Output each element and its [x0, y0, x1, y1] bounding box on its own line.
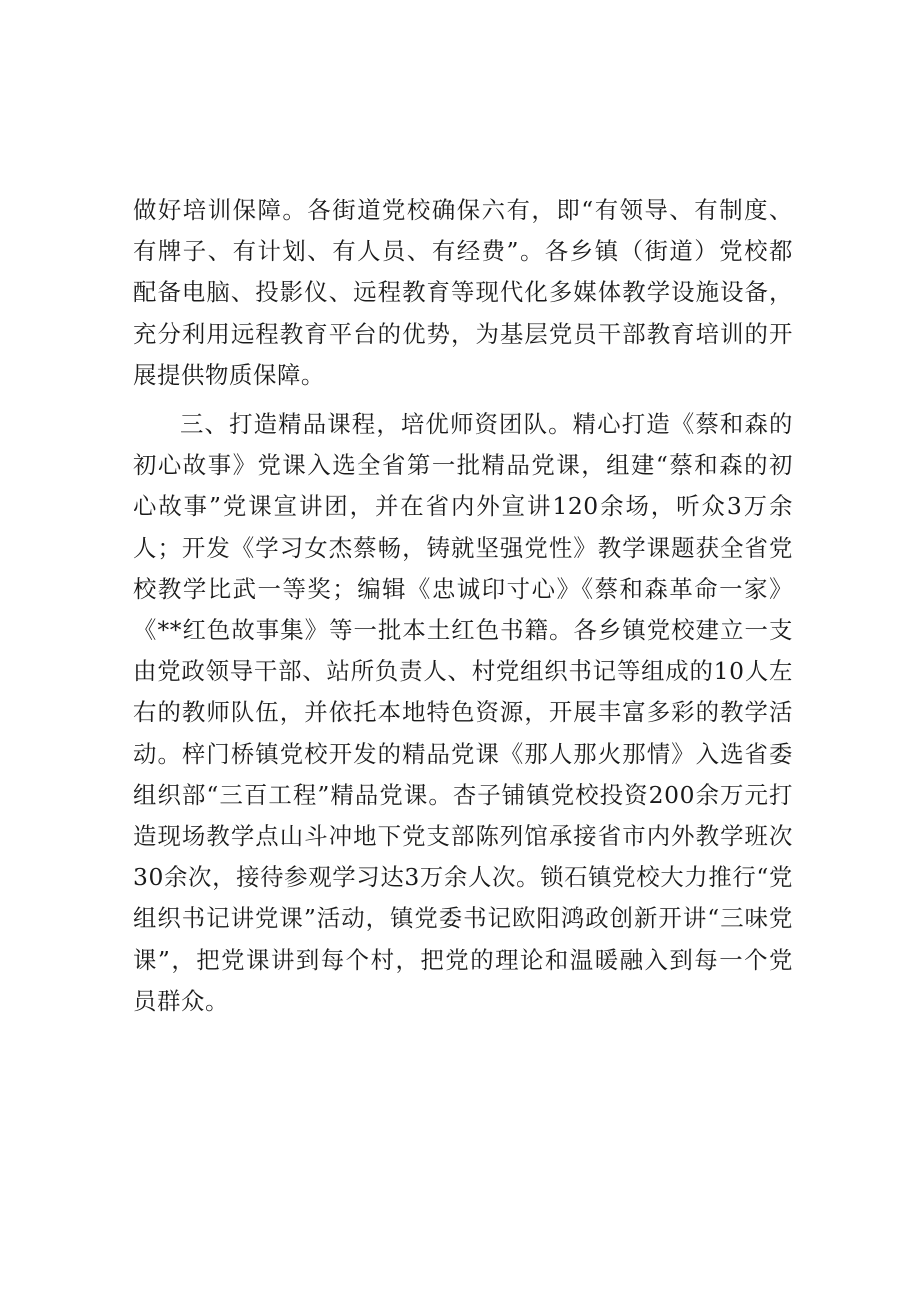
paragraph-text: 三、打造精品课程，培优师资团队。精心打造《蔡和森的初心故事》党课入选全省第一批精品党课，组建“蔡和森的初心故事”党课宣讲团，并在省内外宣讲120余场，听众3万余人；开发《学习女杰蔡畅，铸就坚强党性》教学课题获全省党校教学比武一等奖；编辑《忠诚印寸心》《蔡和森革命一家》《**红色故事集》等一批本土红色书籍。各乡镇党校建立一支由党政领导干部、站所负责人、村党组织书记等组成的10人左右的教师队伍，并依托本地特色资源，开展丰富多彩的教学活动。梓门桥镇党校开发的精品党课《那人那火那情》入选省委组织部“三百工程”精品党课。杏子铺镇党校投资200余万元打造现场教学点山斗冲地下党支部陈列馆承接省市内外教学班次30余次，接待参观学习达3万余人次。锁石镇党校大力推行“党组织书记讲党课”活动，镇党委书记欧阳鸿政创新开讲“三味党课”，把党课讲到每个村，把党的理论和温暖融入到每一个党员群众。	[133, 410, 793, 1015]
paragraph-quality-courses	[133, 404, 793, 1022]
paragraph-training-support	[133, 190, 793, 396]
paragraph-text: 做好培训保障。各街道党校确保六有，即“有领导、有制度、有牌子、有计划、有人员、有经费”。各乡镇（街道）党校都配备电脑、投影仪、远程教育等现代化多媒体教学设施设备，充分利用远程教育平台的优势，为基层党员干部教育培训的开展提供物质保障。	[133, 196, 793, 389]
